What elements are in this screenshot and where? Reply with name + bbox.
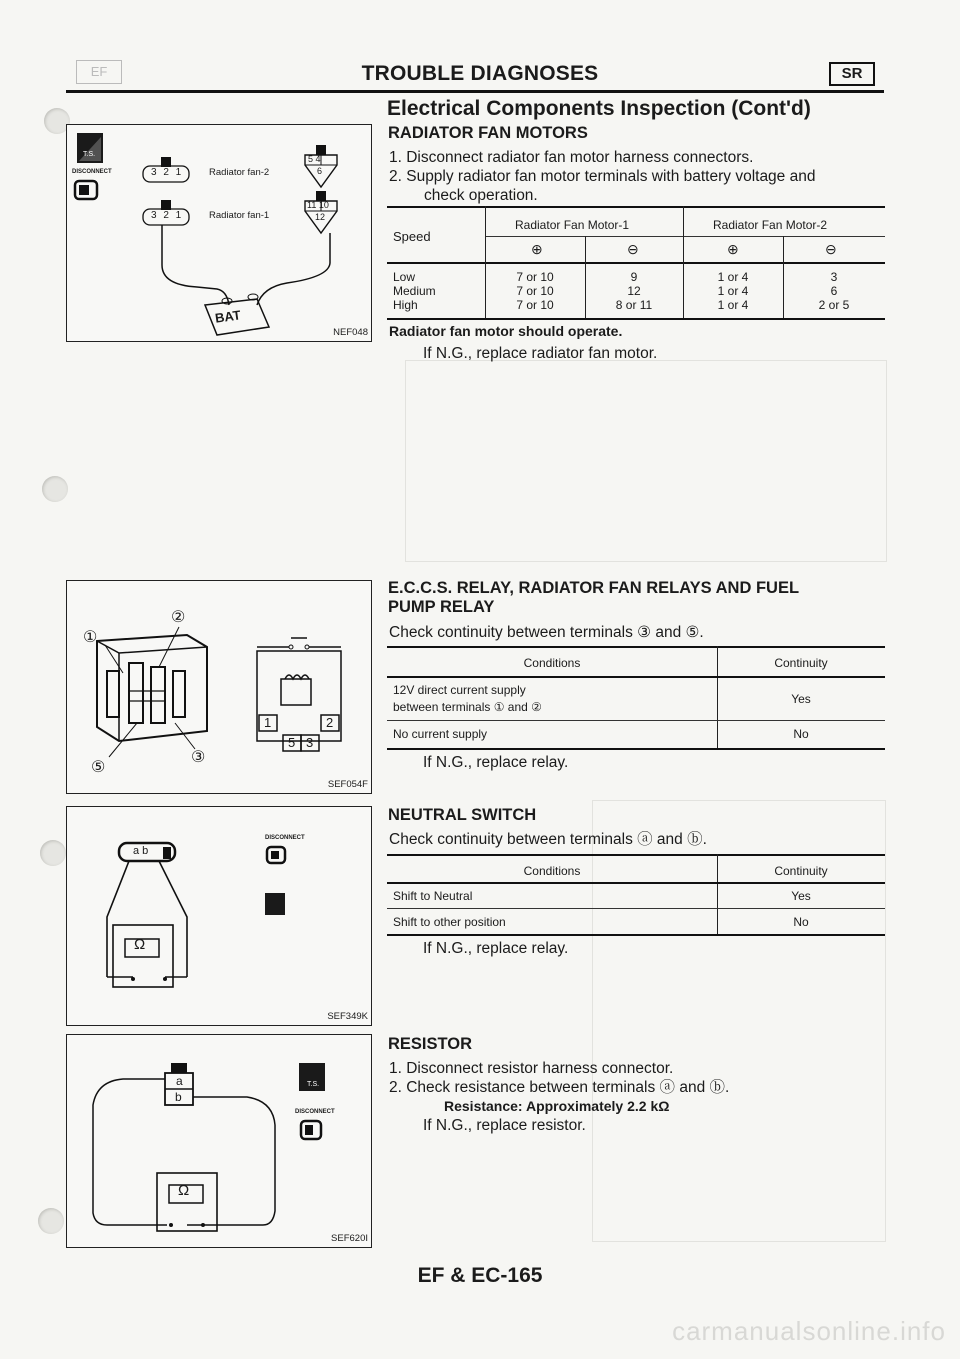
neutral-instruction: Check continuity between terminals ⓐ and ⓑ. xyxy=(389,831,707,848)
m1-neg-low: 9 xyxy=(630,270,638,284)
row1-condition: Shift to Neutral xyxy=(393,889,473,903)
relay-heading-line1: E.C.C.S. RELAY, RADIATOR FAN RELAYS AND FUEL xyxy=(388,579,800,597)
col-continuity: Continuity xyxy=(774,864,828,878)
figure-relay xyxy=(66,580,372,794)
fan1-label: Radiator fan-1 xyxy=(209,210,270,221)
section-title: Electrical Components Inspection (Cont'd) xyxy=(387,97,811,120)
fan2-pins-top: 5 4 xyxy=(308,154,321,164)
row2-result: No xyxy=(793,915,809,929)
speed-low: Low xyxy=(393,270,416,284)
m2-neg-high: 2 or 5 xyxy=(818,298,850,312)
disconnect-label: DISCONNECT xyxy=(265,835,305,841)
terminal-b: b xyxy=(175,1090,182,1104)
fan2-pins-bottom: 6 xyxy=(317,166,323,176)
row1-result: Yes xyxy=(791,889,811,903)
m1-neg-symbol: ⊖ xyxy=(627,241,639,257)
ohm-symbol: Ω xyxy=(178,1182,190,1199)
callout-3: ③ xyxy=(191,749,206,766)
m1-neg-medium: 12 xyxy=(627,284,641,298)
battery-label: BAT xyxy=(214,307,242,326)
resistor-remedy: If N.G., replace resistor. xyxy=(423,1117,586,1134)
row1-condition xyxy=(393,682,542,716)
relay-heading xyxy=(388,579,799,617)
bleed-through-area xyxy=(405,360,887,562)
col-conditions: Conditions xyxy=(523,864,581,878)
disconnect-label: DISCONNECT xyxy=(72,169,112,175)
row1-condition-line2: between terminals ① and ② xyxy=(393,700,542,714)
terminal-ab-label: a b xyxy=(133,845,149,857)
figure-code: SEF349K xyxy=(327,1011,368,1022)
m2-neg-medium: 6 xyxy=(830,284,838,298)
radiator-fan-heading: RADIATOR FAN MOTORS xyxy=(388,124,588,142)
fan-remedy: If N.G., replace radiator fan motor. xyxy=(423,345,658,362)
connector-pins-top: 3 2 1 xyxy=(151,167,184,178)
header-speed: Speed xyxy=(393,229,431,244)
terminal-a: a xyxy=(176,1074,183,1088)
neutral-switch-diagram xyxy=(67,807,371,1025)
relay-continuity-table xyxy=(387,646,885,750)
m1-pos-symbol: ⊕ xyxy=(531,241,543,257)
disconnect-label: DISCONNECT xyxy=(295,1109,335,1115)
relay-remedy: If N.G., replace relay. xyxy=(423,754,569,771)
m2-pos-high: 1 or 4 xyxy=(717,298,749,312)
pin-3: 3 xyxy=(306,735,314,750)
m1-neg-high: 8 or 11 xyxy=(615,298,653,312)
m1-pos-high: 7 or 10 xyxy=(516,298,554,312)
section-badge: SR xyxy=(829,62,875,86)
speed-high: High xyxy=(393,298,418,312)
neutral-continuity-table xyxy=(387,854,885,936)
m2-pos-medium: 1 or 4 xyxy=(717,284,749,298)
neutral-switch-heading: NEUTRAL SWITCH xyxy=(388,806,537,824)
fan1-pins-bottom: 12 xyxy=(315,212,326,222)
neutral-remedy: If N.G., replace relay. xyxy=(423,940,569,957)
row2-condition: Shift to other position xyxy=(393,915,506,929)
header-rule xyxy=(66,90,884,93)
callout-2: ② xyxy=(171,609,186,626)
operate-note: Radiator fan motor should operate. xyxy=(389,323,623,339)
figure-code: SEF620I xyxy=(331,1233,368,1244)
binder-hole xyxy=(42,476,68,502)
figure-resistor xyxy=(66,1034,372,1248)
page-title: TROUBLE DIAGNOSES xyxy=(361,62,599,85)
step-1: 1. Disconnect radiator fan motor harness connectors. xyxy=(389,149,754,166)
fan-circuit-diagram xyxy=(67,125,371,341)
header-motor1: Radiator Fan Motor-1 xyxy=(515,218,630,232)
pin-5: 5 xyxy=(288,735,296,750)
row2-condition: No current supply xyxy=(393,727,488,741)
fan-motor-table xyxy=(387,206,885,320)
m2-pos-low: 1 or 4 xyxy=(717,270,749,284)
resistor-step-2: 2. Check resistance between terminals ⓐ and ⓑ. xyxy=(389,1079,730,1096)
binder-hole xyxy=(38,1208,64,1234)
fan1-pins-top: 11 10 xyxy=(307,200,329,210)
row1-condition-line1: 12V direct current supply xyxy=(393,683,526,697)
figure-radiator-fan-harness xyxy=(66,124,372,342)
m2-neg-low: 3 xyxy=(830,270,838,284)
ts-label: T.S. xyxy=(307,1081,320,1088)
pin-1: 1 xyxy=(264,715,272,730)
callout-5: ⑤ xyxy=(91,759,106,776)
m1-pos-medium: 7 or 10 xyxy=(516,284,554,298)
m2-neg-symbol: ⊖ xyxy=(825,241,837,257)
row2-result: No xyxy=(793,727,809,741)
speed-medium: Medium xyxy=(393,284,436,298)
resistance-spec: Resistance: Approximately 2.2 kΩ xyxy=(444,1098,670,1114)
relay-diagram xyxy=(67,581,371,793)
connector-pins-bottom: 3 2 1 xyxy=(151,210,184,221)
figure-code: NEF048 xyxy=(333,327,368,338)
ohm-symbol: Ω xyxy=(134,936,146,953)
relay-heading-line2: PUMP RELAY xyxy=(388,598,495,616)
step-2: 2. Supply radiator fan motor terminals with battery voltage and xyxy=(389,168,816,185)
resistor-step-1: 1. Disconnect resistor harness connector. xyxy=(389,1060,674,1077)
section-code-box: EF xyxy=(76,60,122,84)
col-continuity: Continuity xyxy=(774,656,828,670)
relay-instruction: Check continuity between terminals ③ and ⑤. xyxy=(389,624,704,641)
step-2-cont: check operation. xyxy=(424,187,538,204)
pin-2: 2 xyxy=(326,715,334,730)
m2-pos-symbol: ⊕ xyxy=(727,241,739,257)
resistor-diagram xyxy=(67,1035,371,1247)
callout-1: ① xyxy=(83,629,98,646)
page-number: EF & EC-165 xyxy=(417,1264,543,1287)
ts-label: T.S. xyxy=(83,151,96,158)
header-motor2: Radiator Fan Motor-2 xyxy=(713,218,828,232)
binder-hole xyxy=(40,840,66,866)
m1-pos-low: 7 or 10 xyxy=(516,270,554,284)
row1-result: Yes xyxy=(791,692,811,706)
resistor-heading: RESISTOR xyxy=(388,1035,473,1053)
fan2-label: Radiator fan-2 xyxy=(209,167,270,178)
figure-neutral-switch xyxy=(66,806,372,1026)
col-conditions: Conditions xyxy=(523,656,581,670)
watermark: carmanualsonline.info xyxy=(672,1316,946,1346)
figure-code: SEF054F xyxy=(327,779,368,790)
